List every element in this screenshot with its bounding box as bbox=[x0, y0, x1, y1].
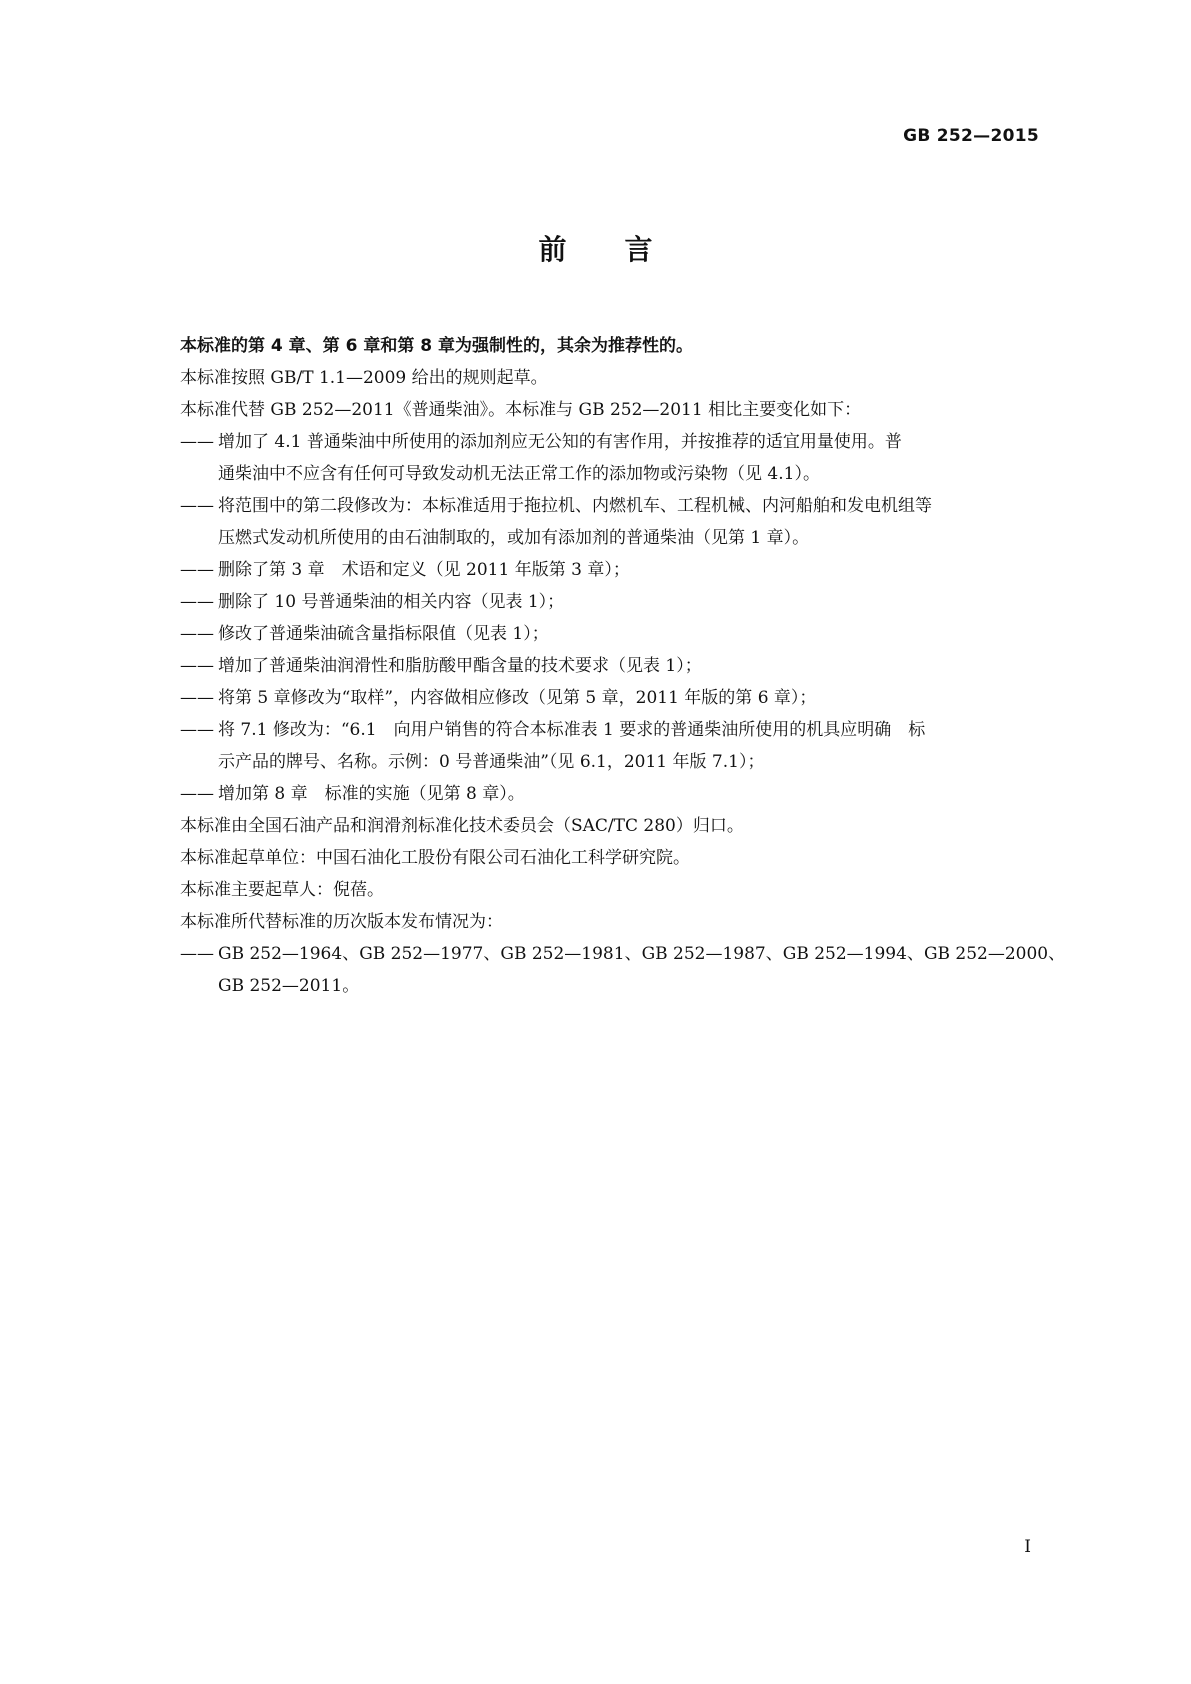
dash-marker: —— bbox=[180, 496, 214, 516]
change-item-line: 增加第 8 章 标准的实施（见第 8 章）。 bbox=[218, 784, 525, 804]
change-item-line: 将范围中的第二段修改为：本标准适用于拖拉机、内燃机车、工程机械、内河船舶和发电机组等 bbox=[218, 496, 932, 516]
change-item bbox=[180, 682, 1060, 714]
dash-marker: —— bbox=[180, 944, 214, 964]
change-item-line: 将第 5 章修改为“取样”，内容做相应修改（见第 5 章，2011 年版的第 6 章）； bbox=[218, 688, 817, 708]
mandatory-statement: 本标准的第 4 章、第 6 章和第 8 章为强制性的，其余为推荐性的。 bbox=[180, 336, 693, 356]
history-line: GB 252—2011。 bbox=[218, 976, 360, 996]
change-item-line: 删除了 10 号普通柴油的相关内容（见表 1）； bbox=[218, 592, 565, 612]
dash-marker: —— bbox=[180, 592, 214, 612]
change-item-line: 增加了普通柴油润滑性和脂肪酸甲酯含量的技术要求（见表 1）； bbox=[218, 656, 702, 676]
replacement-paragraph: 本标准代替 GB 252—2011《普通柴油》。本标准与 GB 252—2011 相比主要变化如下： bbox=[180, 400, 862, 420]
drafting-unit-paragraph: 本标准起草单位：中国石油化工股份有限公司石油化工科学研究院。 bbox=[180, 848, 690, 868]
change-item-line: 压燃式发动机所使用的由石油制取的，或加有添加剂的普通柴油（见第 1 章）。 bbox=[218, 528, 810, 548]
change-item bbox=[180, 650, 1060, 682]
change-item-line: 删除了第 3 章 术语和定义（见 2011 年版第 3 章）； bbox=[218, 560, 630, 580]
standard-code: GB 252—2015 bbox=[903, 126, 1039, 146]
change-item-line: 增加了 4.1 普通柴油中所使用的添加剂应无公知的有害作用，并按推荐的适宜用量使用。普 bbox=[218, 432, 902, 452]
dash-marker: —— bbox=[180, 784, 214, 804]
history-intro-paragraph: 本标准所代替标准的历次版本发布情况为： bbox=[180, 912, 503, 932]
dash-marker: —— bbox=[180, 720, 214, 740]
change-item bbox=[180, 426, 1060, 490]
foreword-body bbox=[180, 330, 1066, 1002]
change-item-line: 将 7.1 修改为：“6.1 向用户销售的符合本标准表 1 要求的普通柴油所使用的机具应明确 标 bbox=[218, 720, 926, 740]
page-title: 前言 bbox=[538, 233, 711, 266]
history-line: GB 252—1964、GB 252—1977、GB 252—1981、GB 252—1987、GB 252—1994、GB 252—2000、 bbox=[218, 944, 1066, 964]
change-item bbox=[180, 778, 1060, 810]
dash-marker: —— bbox=[180, 688, 214, 708]
responsible-committee-paragraph: 本标准由全国石油产品和润滑剂标准化技术委员会（SAC/TC 280）归口。 bbox=[180, 816, 744, 836]
change-item-line: 修改了普通柴油硫含量指标限值（见表 1）； bbox=[218, 624, 549, 644]
change-item bbox=[180, 714, 1060, 778]
dash-marker: —— bbox=[180, 560, 214, 580]
change-item bbox=[180, 490, 1060, 554]
change-item-line: 示产品的牌号、名称。示例：0 号普通柴油”（见 6.1，2011 年版 7.1）； bbox=[218, 752, 765, 772]
drafting-rule-paragraph: 本标准按照 GB/T 1.1—2009 给出的规则起草。 bbox=[180, 368, 548, 388]
drafter-paragraph: 本标准主要起草人：倪蓓。 bbox=[180, 880, 384, 900]
dash-marker: —— bbox=[180, 432, 214, 452]
page-number: I bbox=[1024, 1537, 1031, 1557]
change-item bbox=[180, 618, 1060, 650]
dash-marker: —— bbox=[180, 624, 214, 644]
history-item bbox=[180, 938, 1066, 1002]
change-item-line: 通柴油中不应含有任何可导致发动机无法正常工作的添加物或污染物（见 4.1）。 bbox=[218, 464, 820, 484]
change-item bbox=[180, 554, 1060, 586]
change-item bbox=[180, 586, 1060, 618]
dash-marker: —— bbox=[180, 656, 214, 676]
